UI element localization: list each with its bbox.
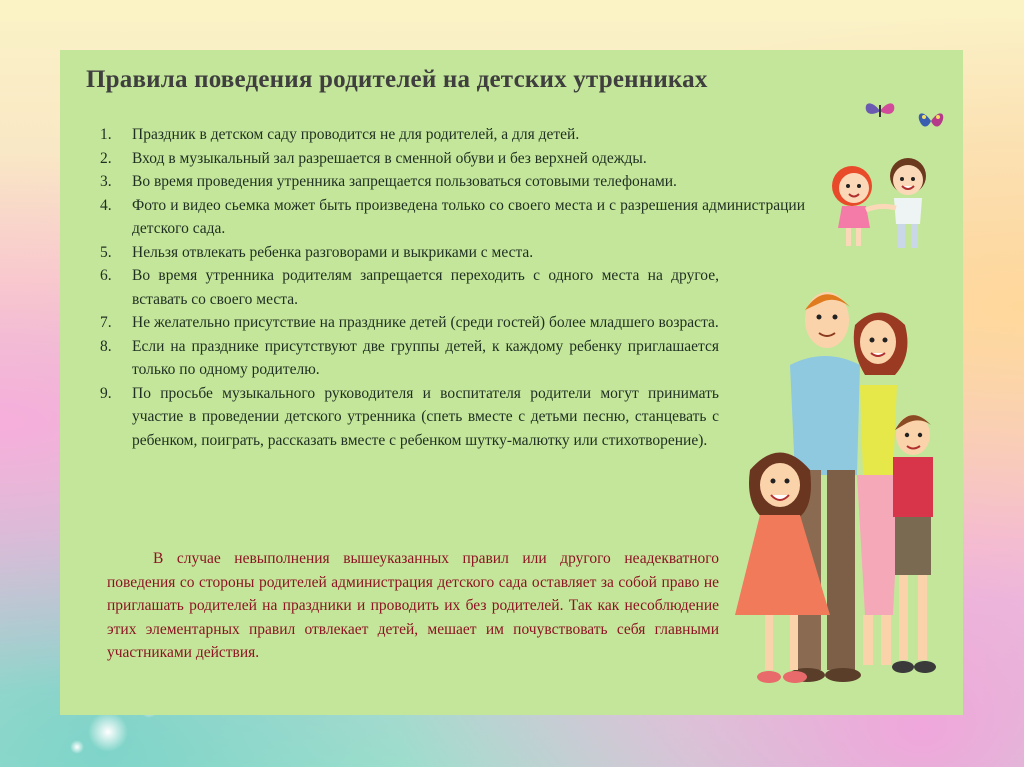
item-text: Вход в музыкальный зал разрешается в сменной обуви и без верхней одежды. <box>132 149 647 167</box>
item-text: Праздник в детском саду проводится не для родителей, а для детей. <box>132 126 580 143</box>
item-text: Если на празднике присутствуют две группы детей, к каждому ребенку приглашается только по одному родителю. <box>132 337 719 378</box>
item-number: 3. <box>100 173 112 190</box>
sparkle-decoration <box>88 712 128 752</box>
item-text: Фото и видео сьемка может быть произведена только со своего места и с разрешения администрации детского сада. <box>132 196 805 237</box>
dancing-children-illustration <box>816 148 946 258</box>
list-item <box>100 170 805 194</box>
butterfly-icon <box>914 104 948 138</box>
family-illustration <box>735 285 950 695</box>
item-number: 8. <box>100 337 112 355</box>
item-number: 7. <box>100 314 112 331</box>
item-number: 6. <box>100 267 112 284</box>
item-number: 9. <box>100 384 112 402</box>
list-item <box>100 335 719 382</box>
item-text: Во время утренника родителям запрещается переходить с одного места на другое, вставать со своего места. <box>132 267 719 308</box>
item-number: 2. <box>100 149 112 167</box>
sparkle-decoration <box>70 740 84 754</box>
item-text: Нельзя отвлекать ребенка разговорами и выкриками с места. <box>132 243 534 261</box>
item-text: Не желательно присутствие на празднике детей (среди гостей) более младшего возраста. <box>132 314 719 331</box>
butterfly-icon <box>862 100 898 122</box>
list-item <box>100 382 719 453</box>
item-number: 4. <box>100 196 112 214</box>
rules-list <box>100 123 805 452</box>
page-title: Правила поведения родителей на детских утренниках <box>86 66 708 93</box>
list-item <box>100 147 805 171</box>
item-number: 5. <box>100 243 112 261</box>
list-item <box>100 264 719 311</box>
list-item <box>100 311 719 335</box>
warning-note: В случае невыполнения вышеуказанных правил или другого неадекватного поведения со стороны родителей администрация детского сада оставляет за собой право не приглашать родителей на праздники и проводить их без родителей. Так как несоблюдение этих элементарных правил отвлекает детей, мешает им почувствовать себя главными участниками действия. <box>107 550 719 661</box>
item-text: Во время проведения утренника запрещается пользоваться сотовыми телефонами. <box>132 173 677 190</box>
item-number: 1. <box>100 126 112 143</box>
list-item <box>100 241 805 265</box>
item-text: По просьбе музыкального руководителя и воспитателя родители могут принимать участие в проведении детского утренника (спеть вместе с детьми песню, станцевать с ребенком, поиграть, рассказать вместе с ребенком шутку-малютку или стихотворение). <box>132 384 719 449</box>
list-item <box>100 123 805 147</box>
list-item <box>100 194 805 241</box>
